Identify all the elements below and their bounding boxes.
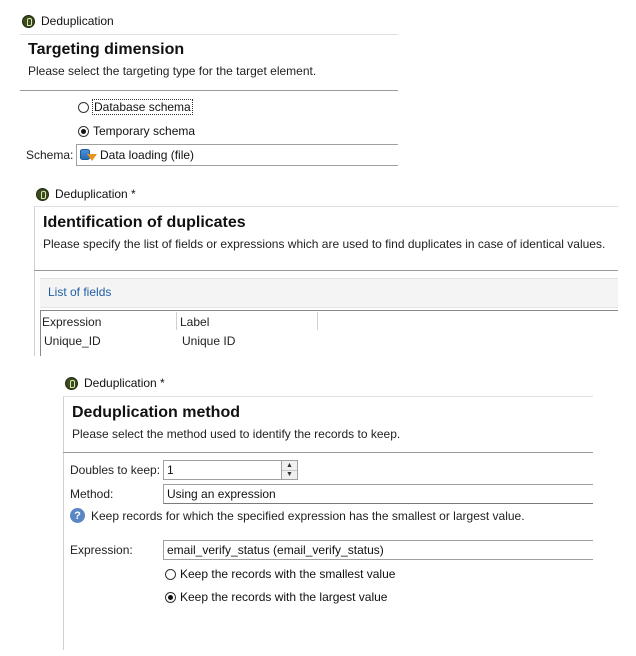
fields-tab-bar [40,278,618,308]
cell-expression: Unique_ID [44,334,101,348]
app-icon [22,15,35,28]
radio-button[interactable] [165,592,176,603]
radio-keep-largest[interactable] [165,590,387,604]
tab-list-of-fields[interactable]: List of fields [48,285,112,299]
column-header-expression[interactable]: Expression [42,315,102,329]
panel1-title-bar [22,14,114,28]
radio-button[interactable] [78,102,89,113]
panel3-window-title: Deduplication * [84,376,165,390]
doubles-value: 1 [167,463,174,477]
column-header-label[interactable]: Label [180,315,210,329]
radio-largest-label: Keep the records with the largest value [180,590,388,604]
method-label: Method: [70,487,114,501]
doubles-label: Doubles to keep: [70,463,161,477]
app-icon [65,377,78,390]
stepper-buttons[interactable] [281,461,297,479]
radio-button[interactable] [78,126,89,137]
panel3-title-bar [65,376,165,390]
cell-label: Unique ID [182,334,236,348]
expression-field[interactable] [163,540,593,560]
radio-smallest-label: Keep the records with the smallest value [180,567,396,581]
radio-database-schema[interactable] [78,100,192,114]
app-icon [36,188,49,201]
panel1-window-title: Deduplication [41,14,114,28]
help-icon: ? [70,508,85,523]
radio-temporary-label: Temporary schema [93,124,196,138]
expression-label: Expression: [70,543,133,557]
panel1-heading: Targeting dimension [28,41,185,58]
schema-field[interactable] [76,144,398,166]
panel2-title-bar [36,187,136,201]
panel2-subtitle: Please specify the list of fields or expressions which are used to find duplicates in case of identical values. [43,237,606,251]
help-note [70,508,525,523]
panel2-window-title: Deduplication * [55,187,136,201]
method-select[interactable] [163,484,593,504]
doubles-stepper[interactable] [163,460,298,480]
stepper-down-icon[interactable]: ▼ [286,471,293,479]
schema-label: Schema: [26,148,74,162]
expression-value: email_verify_status (email_verify_status) [167,543,384,557]
radio-button[interactable] [165,569,176,580]
panel2-heading: Identification of duplicates [43,214,246,231]
stepper-up-icon[interactable]: ▲ [282,461,297,471]
panel3-heading: Deduplication method [72,404,240,421]
schema-value: Data loading (file) [100,148,195,162]
table-row[interactable] [41,333,618,351]
panel3-subtitle: Please select the method used to identify the records to keep. [72,427,401,441]
help-text: Keep records for which the specified expression has the smallest or largest value. [91,508,525,523]
method-value: Using an expression [167,487,276,501]
radio-temporary-schema[interactable] [78,124,195,138]
radio-keep-smallest[interactable] [165,567,395,581]
database-load-icon [80,148,94,162]
panel1-subtitle: Please select the targeting type for the target element. [28,64,317,78]
radio-database-label: Database schema [94,100,191,114]
